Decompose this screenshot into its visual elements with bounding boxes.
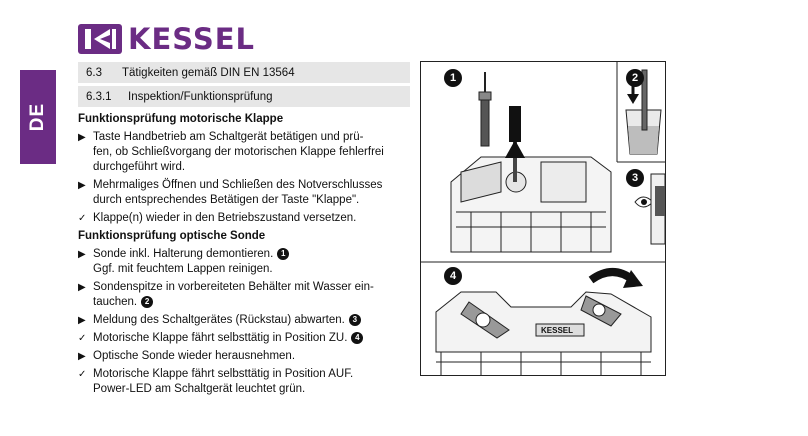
text-line: Motorische Klappe fährt selbsttätig in Position ZU.: [93, 332, 348, 344]
text-line: Motorische Klappe fährt selbsttätig in Position AUF.: [93, 368, 354, 380]
list-item: [78, 367, 414, 397]
section-title: Tätigkeiten gemäß DIN EN 13564: [122, 66, 295, 79]
text-line: Klappe(n) wieder in den Betriebszustand versetzen.: [93, 212, 357, 224]
list-item: [78, 178, 414, 208]
text-line: Power-LED am Schaltgerät leuchtet grün.: [93, 383, 306, 395]
figure-step-4-badge: 4: [444, 267, 462, 285]
text-line: Taste Handbetrieb am Schaltgerät betätigen und prü-: [93, 131, 364, 143]
figure-step-2-badge: 2: [626, 69, 644, 87]
step-marker: ▶: [78, 351, 86, 362]
instruction-figure: [420, 61, 666, 376]
text-line: fen, ob Schließvorgang der motorischen Klappe fehlerfrei: [93, 146, 384, 158]
text-line: durch entsprechendes Betätigen der Taste "Klappe".: [93, 194, 360, 206]
step-marker: ▶: [78, 315, 86, 326]
brand-name: KESSEL: [128, 22, 256, 56]
instructions-column: [78, 112, 414, 400]
section-heading-6-3: [78, 62, 410, 83]
section-number: 6.3.1: [86, 90, 112, 103]
text-line: Sonde inkl. Halterung demontieren.: [93, 248, 274, 260]
step-badge: 4: [351, 332, 363, 344]
text-line: Sondenspitze in vorbereiteten Behälter mit Wasser ein-: [93, 281, 374, 293]
text-line: tauchen.: [93, 296, 138, 308]
kessel-logo-icon: [78, 24, 122, 54]
text-line: durchgeführt wird.: [93, 161, 186, 173]
check-marker: ✓: [78, 213, 87, 224]
step-marker: ▶: [78, 180, 86, 191]
language-tab: [20, 70, 56, 164]
check-marker: ✓: [78, 333, 87, 344]
list-item: [78, 280, 414, 310]
list-item: [78, 313, 414, 328]
check-marker: ✓: [78, 369, 87, 380]
step-badge: 3: [349, 314, 361, 326]
list-item: [78, 211, 414, 226]
language-code: DE: [27, 102, 48, 132]
step-badge: 2: [141, 296, 153, 308]
section-number: 6.3: [86, 66, 102, 79]
text-line: Mehrmaliges Öffnen und Schließen des Notverschlusses: [93, 179, 383, 191]
figure-step-1-badge: 1: [444, 69, 462, 87]
step-marker: ▶: [78, 282, 86, 293]
list-item: [78, 331, 414, 346]
text-line: Ggf. mit feuchtem Lappen reinigen.: [93, 263, 273, 275]
step-marker: ▶: [78, 249, 86, 260]
figure-step-3-badge: 3: [626, 169, 644, 187]
optical-probe-heading: Funktionsprüfung optische Sonde: [78, 230, 266, 242]
motor-flap-heading: Funktionsprüfung motorische Klappe: [78, 113, 284, 125]
text-line: Optische Sonde wieder herausnehmen.: [93, 350, 296, 362]
list-item: [78, 247, 414, 277]
figure-drawing: [421, 62, 665, 375]
list-item: [78, 130, 414, 175]
device-label: KESSEL: [541, 326, 574, 335]
list-item: [78, 349, 414, 364]
step-badge: 1: [277, 248, 289, 260]
step-marker: ▶: [78, 132, 86, 143]
text-line: Meldung des Schaltgerätes (Rückstau) abwarten.: [93, 314, 345, 326]
kessel-logo: [78, 22, 255, 56]
section-heading-6-3-1: [78, 86, 410, 107]
section-title: Inspektion/Funktionsprüfung: [128, 90, 273, 103]
